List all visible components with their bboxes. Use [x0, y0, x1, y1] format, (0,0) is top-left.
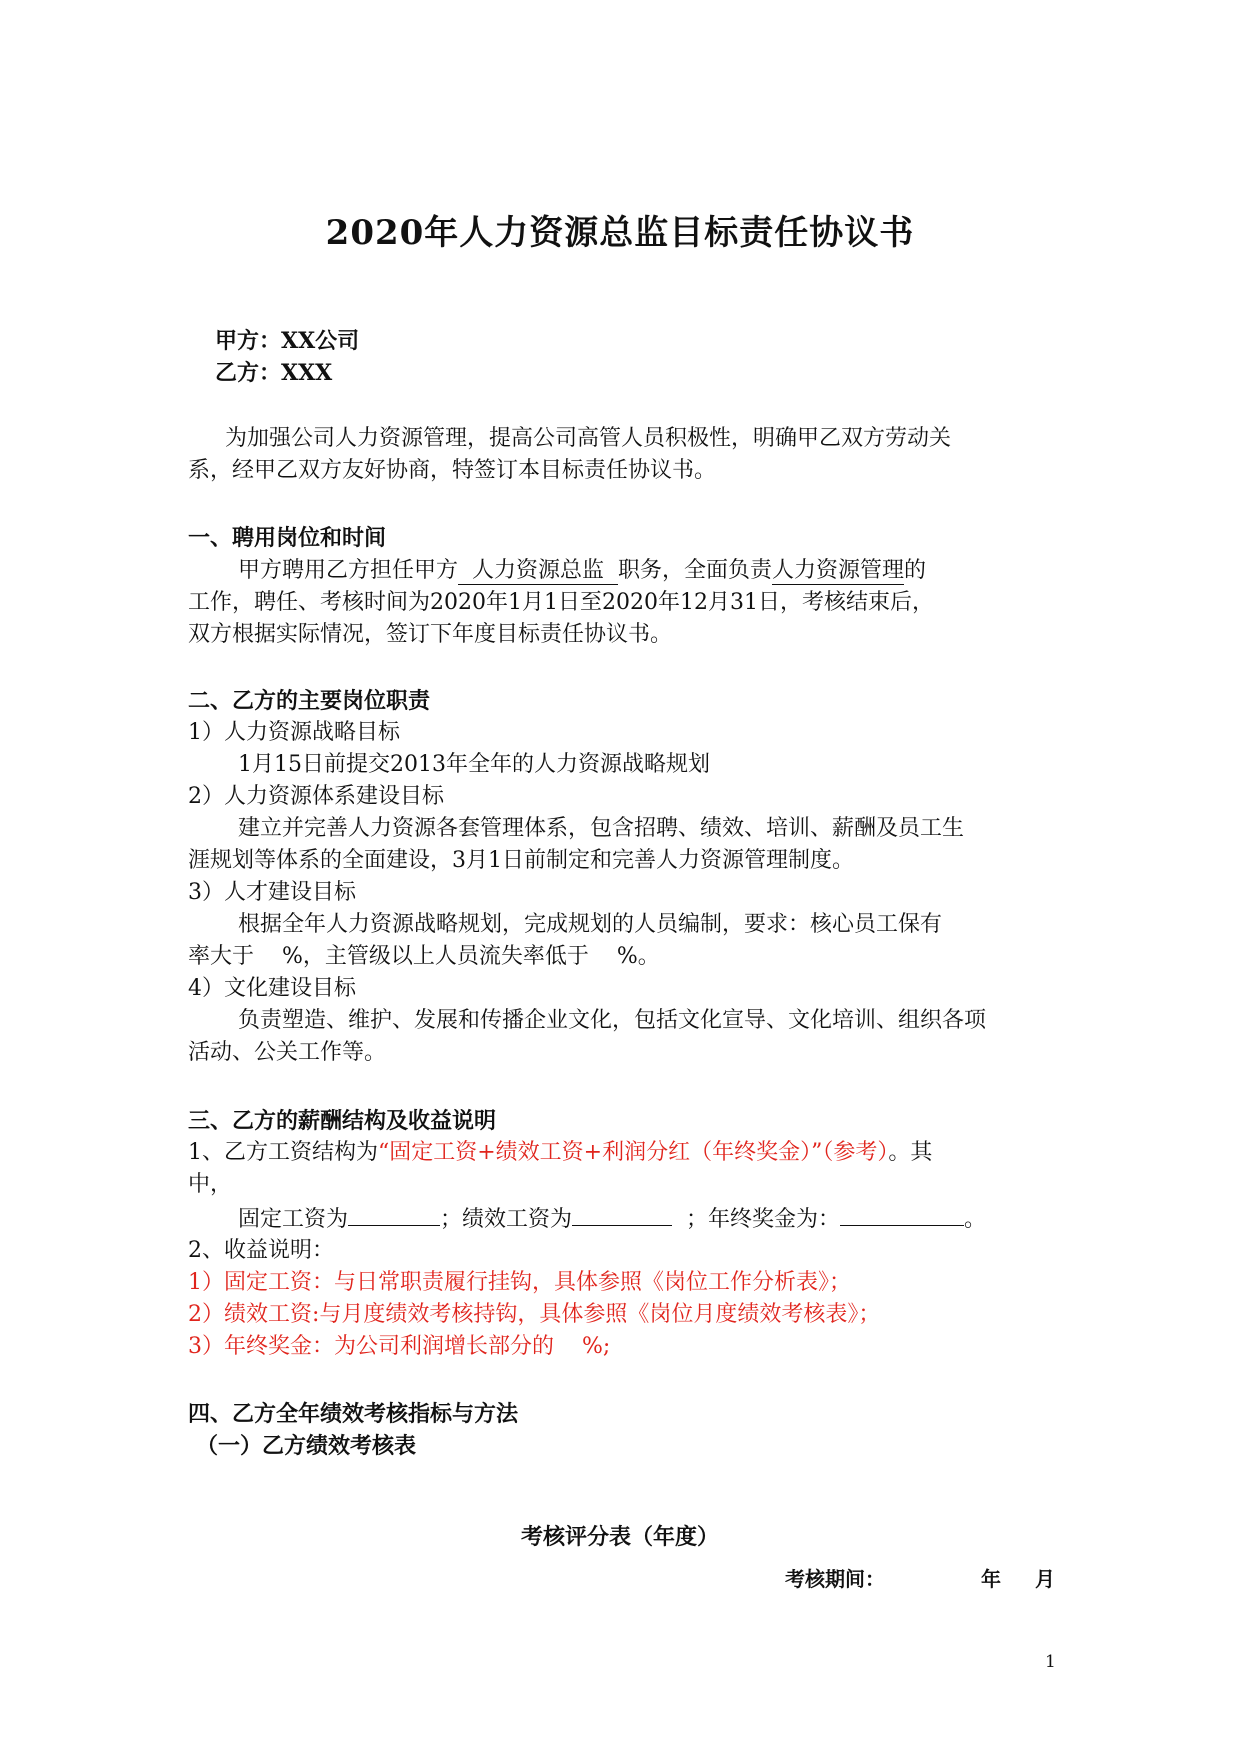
party-b: 乙方：XXX [215, 360, 333, 386]
intro-line-2: 系，经甲乙双方友好协商，特签订本目标责任协议书。 [188, 458, 717, 483]
position-field: 人力资源总监 [458, 558, 618, 583]
scope-field: 人力资源管理 [772, 558, 905, 583]
income-title: 2、收益说明： [188, 1238, 334, 1263]
section1-line-3: 双方根据实际情况，签订下年度目标责任协议书。 [188, 622, 673, 647]
bonus-label: ；年终奖金为： [686, 1207, 841, 1232]
item1-title: 1）人力资源战略目标 [188, 720, 400, 745]
end-mark: 。 [964, 1207, 987, 1232]
income-fixed: 1）固定工资：与日常职责履行挂钩，具体参照《岗位工作分析表》； [188, 1270, 851, 1295]
section1-line-1 [238, 555, 926, 587]
performance-salary-label: ；绩效工资为 [440, 1207, 573, 1232]
intro-line-1: 为加强公司人力资源管理，提高公司高管人员积极性，明确甲乙双方劳动关 [225, 426, 952, 451]
bonus-blank[interactable] [840, 1203, 964, 1226]
salary-structure-line [188, 1137, 932, 1169]
item3-text-2: 率大于 %，主管级以上人员流失率低于 %。 [188, 944, 660, 969]
salary-structure-red: “固定工资+绩效工资+利润分红（年终奖金）”（参考） [378, 1140, 889, 1165]
salary-text-b: 。其 [888, 1140, 933, 1165]
period-year: 年 [981, 1567, 1001, 1591]
item4-text-1: 负责塑造、维护、发展和传播企业文化，包括文化宣导、文化培训、组织各项 [238, 1008, 987, 1033]
section4-heading: 四、乙方全年绩效考核指标与方法 [188, 1401, 519, 1427]
item2-title: 2）人力资源体系建设目标 [188, 784, 444, 809]
income-performance: 2）绩效工资:与月度绩效考核持钩，具体参照《岗位月度绩效考核表》； [188, 1302, 881, 1327]
item3-text-1: 根据全年人力资源战略规划，完成规划的人员编制，要求：核心员工保有 [238, 912, 943, 937]
item4-title: 4）文化建设目标 [188, 976, 356, 1001]
section3-heading: 三、乙方的薪酬结构及收益说明 [188, 1108, 497, 1134]
income-bonus: 3）年终奖金：为公司利润增长部分的 %; [188, 1334, 611, 1359]
salary-text-a: 1、乙方工资结构为 [188, 1140, 378, 1165]
section1-text-a: 甲方聘用乙方担任甲方 [238, 558, 459, 583]
party-a: 甲方：XX公司 [215, 328, 360, 354]
salary-line-2: 中， [188, 1172, 233, 1197]
fixed-salary-label: 固定工资为 [238, 1207, 349, 1232]
item1-text: 1月15日前提交2013年全年的人力资源战略规划 [238, 752, 710, 777]
item4-text-2: 活动、公关工作等。 [188, 1040, 387, 1065]
section4-sub: （一）乙方绩效考核表 [196, 1433, 417, 1459]
section1-line-2: 工作，聘任、考核时间为2020年1月1日至2020年12月31日，考核结束后， [188, 590, 934, 615]
item2-text-1: 建立并完善人力资源各套管理体系，包含招聘、绩效、培训、薪酬及员工生 [238, 816, 965, 841]
section1-heading: 一、聘用岗位和时间 [188, 525, 387, 551]
document-title: 2020年人力资源总监目标责任协议书 [325, 213, 915, 253]
section1-text-b: 职务，全面负责 [618, 558, 773, 583]
item2-text-2: 涯规划等体系的全面建设，3月1日前制定和完善人力资源管理制度。 [188, 848, 854, 873]
section2-heading: 二、乙方的主要岗位职责 [188, 688, 431, 714]
section1-text-c: 的 [904, 558, 927, 583]
salary-amounts-line [238, 1203, 986, 1236]
page-number: 1 [1045, 1652, 1056, 1672]
fixed-salary-blank[interactable] [348, 1203, 440, 1226]
table-title: 考核评分表（年度） [520, 1524, 719, 1550]
item3-title: 3）人才建设目标 [188, 880, 356, 905]
assessment-period [785, 1563, 1055, 1592]
performance-salary-blank[interactable] [572, 1203, 672, 1226]
period-label: 考核期间： [785, 1567, 885, 1591]
period-month: 月 [1035, 1567, 1055, 1591]
